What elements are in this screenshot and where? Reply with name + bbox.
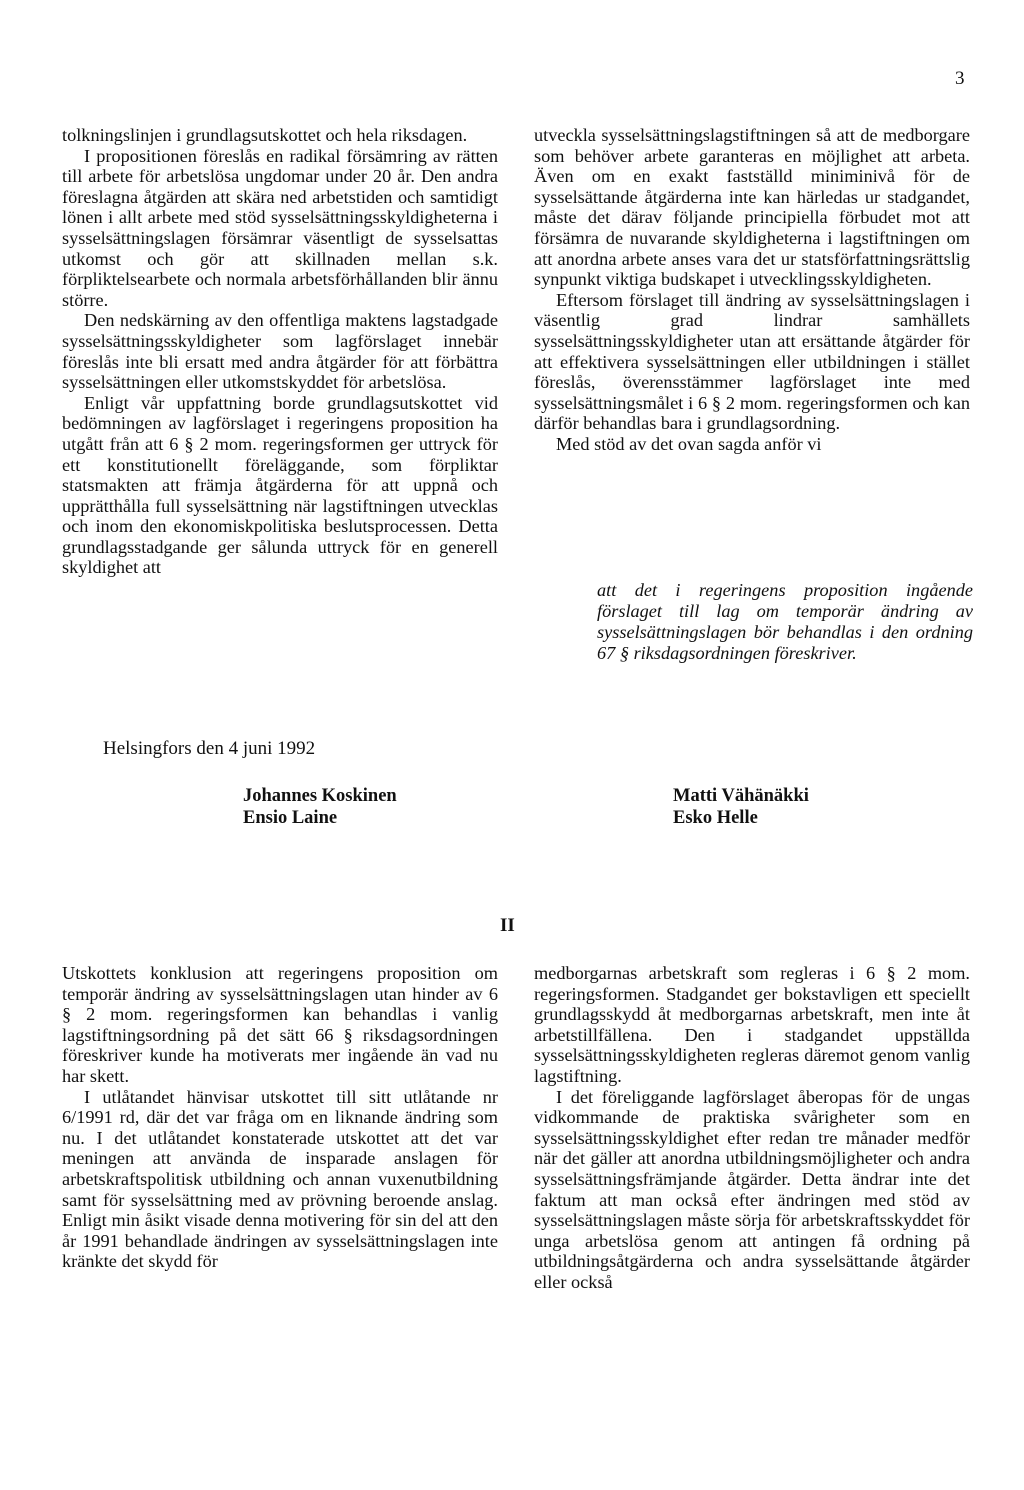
signature-name: Ensio Laine — [243, 808, 338, 828]
paragraph: I propositionen föreslås en radikal försämring av rätten till arbete för arbetslösa ungdomar under 20 år. Den andra föreslagna åtgärden att skära ned arbetstiden och samtidigt lönen i allt arbete med stöd sysselsättningsskyldigheterna i sysselsättningslagen försämrar väsentligt de sysselsattas utkomst och gör att skillnaden mellan s.k. förpliktelsearbete och normala arbetsförhållanden blir ännu större. — [62, 145, 498, 310]
paragraph: Den nedskärning av den offentliga maktens lagstadgade sysselsättningsskyldigheter som lagförslaget innebär föreslås inte bli ersatt med andra åtgärder för att förbättra sysselsättningen eller utkomstskyddet för arbetslösa. — [62, 310, 498, 393]
signature-name: Matti Vähänäkki — [673, 786, 809, 806]
signatures-right — [673, 785, 809, 829]
paragraph: Eftersom förslaget till ändring av sysselsättningslagen i väsentlig grad lindrar samhällets sysselsättningsskyldigheter utan att ersättande åtgärder för att effektivera sysselsättningen eller utbildningen i stället föreslås, överensstämmer lagförslaget inte med sysselsättningsmålet i 6 § 2 mom. regeringsformen och kan därför behandlas bara i grundlagsordning. — [534, 289, 970, 434]
signature-name: Johannes Koskinen — [243, 786, 397, 806]
place-date: Helsingfors den 4 juni 1992 — [103, 738, 316, 759]
section-number: II — [500, 915, 515, 936]
paragraph: Enligt vår uppfattning borde grundlagsutskottet vid bedömningen av lagförslaget i regeringens proposition ha utgått från att 6 § 2 mom. regeringsformen ger uttryck för ett konstitutionellt föreläggande, som förpliktar statsmakten att främja åtgärderna för att uppnå och upprätthålla full sysselsättning när lagstiftningen utvecklas och inom den ekonomiskpolitiska beslutsprocessen. Detta grundlagsstadgande ger sålunda uttryck för en generell skyldighet att — [62, 392, 498, 578]
bottom-left-column — [62, 963, 498, 1272]
paragraph: Utskottets konklusion att regeringens proposition om temporär ändring av sysselsättningslagen utan hinder av 6 § 2 mom. regeringsformen kan behandlas i vanlig lagstiftningsordning på det sätt 66 § riksdagsordningen föreskriver kunde ha motiverats mer ingående än vad nu har skett. — [62, 963, 498, 1086]
paragraph: tolkningslinjen i grundlagsutskottet och hela riksdagen. — [62, 125, 468, 145]
paragraph: Med stöd av det ovan sagda anför vi — [556, 433, 822, 454]
top-left-column — [62, 125, 498, 578]
paragraph: I utlåtandet hänvisar utskottet till sitt utlåtande nr 6/1991 rd, där det var fråga om en liknande ändring som nu. I det utlåtandet konstaterade utskottet att det var meningen att använda de insparade anslagen för arbetskraftspolitisk utbildning och annan vuxenutbildning samt för sysselsättning med av prövning beroende anslag. Enligt min åsikt visade denna motivering för sin del att den år 1991 behandlade ändringen av sysselsättningslagen inte kränkte det skydd för — [62, 1086, 498, 1272]
signatures-left — [243, 785, 397, 829]
signature-name: Esko Helle — [673, 808, 758, 828]
paragraph: I det föreliggande lagförslaget åberopas för de ungas vidkommande de praktiska svårigheter som en sysselsättningsskyldighet efter redan tre månader medför när det gäller att anordna utbildningsmöjligheter och andra sysselsättningsfrämjande åtgärder. Detta ändrar inte det faktum att man också efter ändringen med stöd av sysselsättningslagen måste sörja för arbetskraftsskyddet för unga arbetslösa genom att antingen få ordning på utbildningsåtgärderna och andra sysselsättande åtgärder eller också — [534, 1086, 970, 1292]
page-number: 3 — [955, 68, 965, 89]
motion-text: att det i regeringens proposition ingående förslaget till lag om temporär ändring av sysselsättningslagen bör behandlas i den ordning 67 § riksdagsordningen föreskriver. — [597, 580, 973, 663]
bottom-right-column — [534, 963, 970, 1293]
paragraph: medborgarnas arbetskraft som regleras i 6 § 2 mom. regeringsformen. Stadgandet ger bokstavligen ett speciellt grundlagsskydd åt medborgarnas arbetskraft, men inte åt arbetstillfällena. Den i stadgandet uppställda sysselsättningsskyldigheten regleras däremot genom vanlig lagstiftning. — [534, 963, 970, 1086]
top-right-column — [534, 125, 970, 455]
paragraph: utveckla sysselsättningslagstiftningen så att de medborgare som behöver arbete garanteras en möjlighet att arbeta. Även om en exakt fastställd miniminivå för de sysselsättande åtgärderna inte kan härledas ur stadgandet, måste det därav följande principiella förbudet mot att försämra de nuvarande skyldigheterna i lagstiftningen om att anordna arbete anses vara det ur statsförfattningsrättslig synpunkt viktiga budskapet i utvecklingsskyldigheten. — [534, 125, 970, 290]
